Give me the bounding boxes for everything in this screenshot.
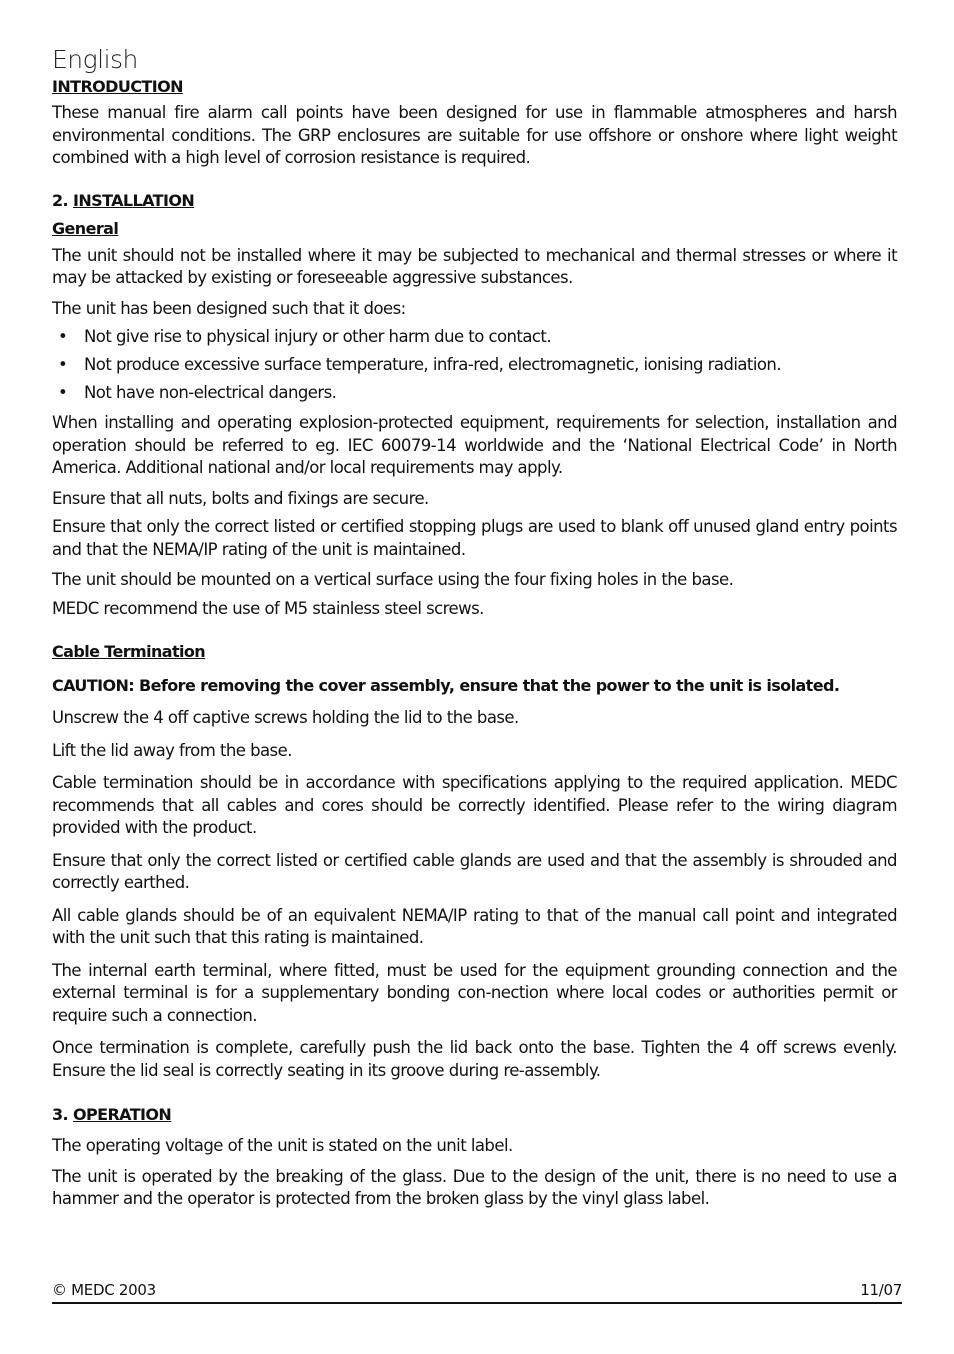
bullet-icon: • [58,383,68,402]
introduction-heading: INTRODUCTION [52,77,183,96]
cable-paragraph: Ensure that only the correct listed or certified cable glands are used and that the assembly is shrouded and correctly earthed. [52,850,897,892]
operation-title: OPERATION [73,1105,172,1124]
cable-paragraph: Once termination is complete, carefully push the lid back onto the base. Tighten the 4 off screws evenly. Ensure the lid seal is correctly seating in its groove during re-assembly. [52,1038,897,1080]
installation-number: 2. [52,190,69,210]
caution-text: CAUTION: Before removing the cover assembly, ensure that the power to the unit is isolated. [52,676,840,695]
list-item: • Not produce excessive surface temperature, infra-red, electromagnetic, ionising radiation. [58,355,782,374]
cable-paragraph: Cable termination should be in accordance with specifications applying to the required application. MEDC recommends that all cables and cores should be correctly identified. Please refer to the wiring diagram provided with the product. [52,773,897,837]
installation-heading [52,190,897,212]
installation-title: INSTALLATION [73,190,195,210]
installation-paragraph: MEDC recommend the use of M5 stainless steel screws. [52,598,484,618]
cable-paragraph: All cable glands should be of an equivalent NEMA/IP rating to that of the manual call point and integrated with the unit such that this rating is maintained. [52,905,897,947]
operation-paragraph: The operating voltage of the unit is stated on the unit label. [52,1136,513,1155]
installation-paragraph: Ensure that only the correct listed or certified stopping plugs are used to blank off unused gland entry points and that the NEMA/IP rating of the unit is maintained. [52,517,897,559]
language-title: English [52,45,138,74]
installation-paragraph: Ensure that all nuts, bolts and fixings are secure. [52,488,429,508]
installation-paragraph: The unit should not be installed where it may be subjected to mechanical and thermal stresses or where it may be attacked by existing or foreseeable aggressive substances. [52,245,897,287]
list-item: • Not give rise to physical injury or other harm due to contact. [58,327,552,346]
installation-paragraph: The unit should be mounted on a vertical surface using the four fixing holes in the base. [52,570,734,589]
installation-paragraph: The unit has been designed such that it does: [52,298,406,318]
bullet-icon: • [58,355,68,374]
footer-revision: 11/07 [860,1281,902,1299]
bullet-icon: • [58,327,68,346]
introduction-text: These manual fire alarm call points have been designed for use in flammable atmospheres and harsh environmental conditions. The GRP enclosures are suitable for use offshore or onshore where light weight combined with a high level of corrosion resistance is required. [52,103,897,167]
document-page [52,44,897,1211]
page-footer [52,1280,902,1304]
list-item: • Not have non-electrical dangers. [58,383,337,402]
cable-paragraph: The internal earth terminal, where fitted, must be used for the equipment grounding connection and the external terminal is for a supplementary bonding con-nection where local codes or authorities permit or require such a connection. [52,960,897,1025]
general-subheading: General [52,218,119,238]
installation-paragraph: When installing and operating explosion-protected equipment, requirements for selection, installation and operation should be referred to eg. IEC 60079-14 worldwide and the ‘National Electrical Code’ in North America. Additional national and/or local requirements may apply. [52,413,897,477]
footer-copyright: © MEDC 2003 [52,1281,156,1299]
operation-number: 3. [52,1105,69,1124]
cable-paragraph: Lift the lid away from the base. [52,740,292,760]
operation-heading [52,1104,897,1126]
installation-bullet-list [52,326,897,404]
cable-termination-heading: Cable Termination [52,642,206,661]
operation-paragraph: The unit is operated by the breaking of the glass. Due to the design of the unit, there is no need to use a hammer and the operator is protected from the broken glass by the vinyl glass label. [52,1166,897,1208]
cable-paragraph: Unscrew the 4 off captive screws holding the lid to the base. [52,708,519,727]
